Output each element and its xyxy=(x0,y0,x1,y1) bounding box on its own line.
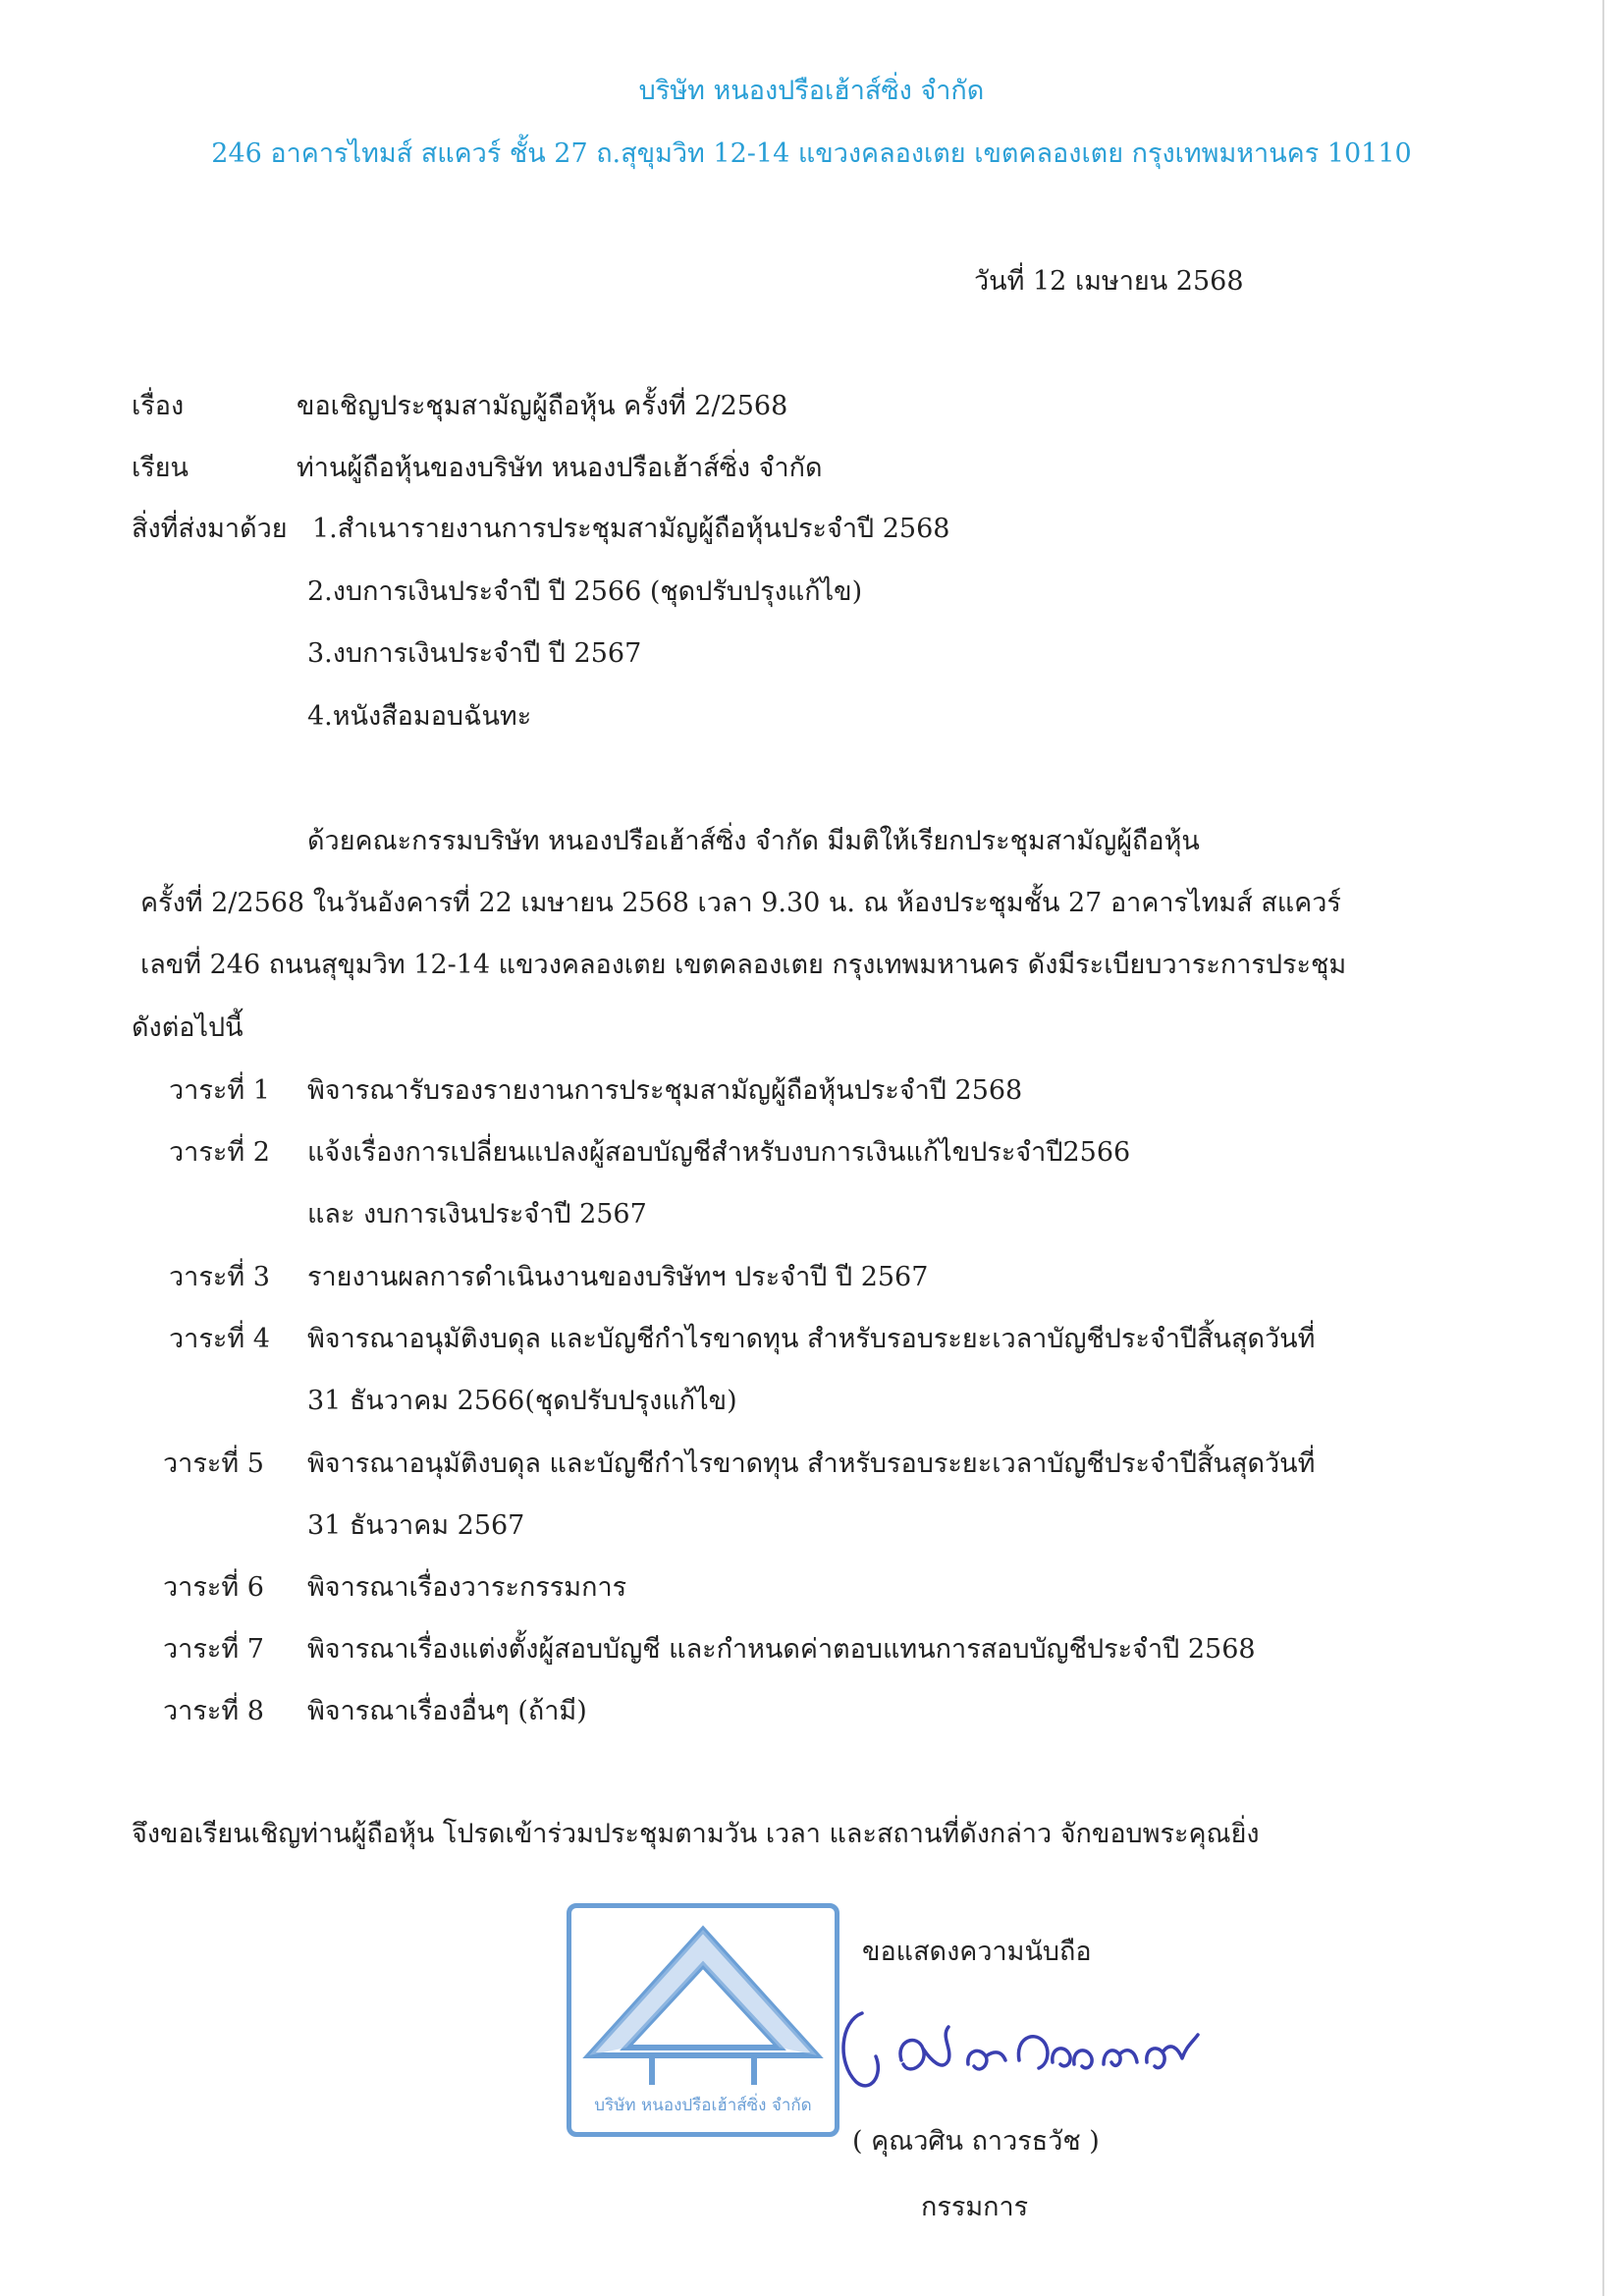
agenda-text: พิจารณาเรื่องวาระกรรมการ xyxy=(307,1572,627,1603)
agenda-text: แจ้งเรื่องการเปลี่ยนแปลงผู้สอบบัญชีสำหรับงบการเงินแก้ไขประจำปี2566 xyxy=(307,1137,1131,1168)
enclosure-item: 2.งบการเงินประจำปี ปี 2566 (ชุดปรับปรุงแก้ไข) xyxy=(307,576,863,607)
regards: ขอแสดงความนับถือ xyxy=(862,1937,1092,1967)
enclosures-label: สิ่งที่ส่งมาด้วย xyxy=(132,514,288,544)
body-line: เลขที่ 246 ถนนสุขุมวิท 12-14 แขวงคลองเตย เขตคลองเตย กรุงเทพมหานคร ดังมีระเบียบวาระการประชุม xyxy=(140,950,1347,980)
agenda-text: 31 ธันวาคม 2567 xyxy=(307,1510,525,1541)
body-line: ครั้งที่ 2/2568 ในวันอังคารที่ 22 เมษายน 2568 เวลา 9.30 น. ณ ห้องประชุมชั้น 27 อาคารไทมส์ สแควร์ xyxy=(140,888,1341,918)
enclosure-item: 3.งบการเงินประจำปี ปี 2567 xyxy=(307,638,642,669)
body-line: ด้วยคณะกรรมบริษัท หนองปรือเฮ้าส์ซิ่ง จำกัด มีมติให้เรียกประชุมสามัญผู้ถือหุ้น xyxy=(307,826,1200,856)
agenda-text: รายงานผลการดำเนินงานของบริษัทฯ ประจำปี ปี 2567 xyxy=(307,1262,929,1292)
agenda-number: วาระที่ 6 xyxy=(163,1572,264,1603)
agenda-number: วาระที่ 4 xyxy=(169,1324,270,1354)
agenda-number: วาระที่ 3 xyxy=(169,1262,270,1292)
agenda-text: 31 ธันวาคม 2566(ชุดปรับปรุงแก้ไข) xyxy=(307,1386,737,1416)
company-name: บริษัท หนองปรือเฮ้าส์ซิ่ง จำกัด xyxy=(638,76,985,106)
agenda-text: พิจารณาเรื่องอื่นๆ (ถ้ามี) xyxy=(307,1696,587,1726)
house-logo-icon xyxy=(571,1908,835,2132)
agenda-number: วาระที่ 5 xyxy=(163,1449,264,1479)
subject-value: ขอเชิญประชุมสามัญผู้ถือหุ้น ครั้งที่ 2/2568 xyxy=(297,391,788,421)
company-address: 246 อาคารไทมส์ สแควร์ ชั้น 27 ถ.สุขุมวิท 12-14 แขวงคลองเตย เขตคลองเตย กรุงเทพมหานคร 10110 xyxy=(211,138,1412,169)
agenda-text: และ งบการเงินประจำปี 2567 xyxy=(307,1199,647,1230)
subject-label: เรื่อง xyxy=(132,391,185,421)
agenda-text: พิจารณาอนุมัติงบดุล และบัญชีกำไรขาดทุน สำหรับรอบระยะเวลาบัญชีประจำปีสิ้นสุดวันที่ xyxy=(307,1324,1316,1354)
seal-text: บริษัท หนองปรือเฮ้าส์ซิ่ง จำกัด xyxy=(594,2096,812,2115)
agenda-number: วาระที่ 7 xyxy=(163,1634,264,1665)
company-seal xyxy=(567,1903,839,2137)
to-label: เรียน xyxy=(132,453,189,483)
scan-edge xyxy=(1602,0,1604,2296)
signer-name: ( คุณวศิน ถาวรธวัช ) xyxy=(852,2126,1100,2157)
enclosure-item: 1.สำเนารายงานการประชุมสามัญผู้ถือหุ้นประจำปี 2568 xyxy=(312,514,950,544)
agenda-text: พิจารณาเรื่องแต่งตั้งผู้สอบบัญชี และกำหนดค่าตอบแทนการสอบบัญชีประจำปี 2568 xyxy=(307,1634,1256,1665)
agenda-text: พิจารณารับรองรายงานการประชุมสามัญผู้ถือหุ้นประจำปี 2568 xyxy=(307,1075,1023,1106)
agenda-number: วาระที่ 8 xyxy=(163,1696,264,1726)
agenda-number: วาระที่ 1 xyxy=(169,1075,270,1106)
body-line: ดังต่อไปนี้ xyxy=(132,1012,243,1043)
signer-title: กรรมการ xyxy=(921,2192,1029,2222)
letter-date: วันที่ 12 เมษายน 2568 xyxy=(974,266,1244,297)
enclosure-item: 4.หนังสือมอบฉันทะ xyxy=(307,701,532,732)
closing-sentence: จึงขอเรียนเชิญท่านผู้ถือหุ้น โปรดเข้าร่วมประชุมตามวัน เวลา และสถานที่ดังกล่าว จักขอบพระคุณยิ่ง xyxy=(132,1819,1260,1849)
handwritten-signature xyxy=(833,1992,1225,2100)
to-value: ท่านผู้ถือหุ้นของบริษัท หนองปรือเฮ้าส์ซิ่ง จำกัด xyxy=(297,453,823,483)
agenda-number: วาระที่ 2 xyxy=(169,1137,270,1168)
agenda-text: พิจารณาอนุมัติงบดุล และบัญชีกำไรขาดทุน สำหรับรอบระยะเวลาบัญชีประจำปีสิ้นสุดวันที่ xyxy=(307,1449,1316,1479)
